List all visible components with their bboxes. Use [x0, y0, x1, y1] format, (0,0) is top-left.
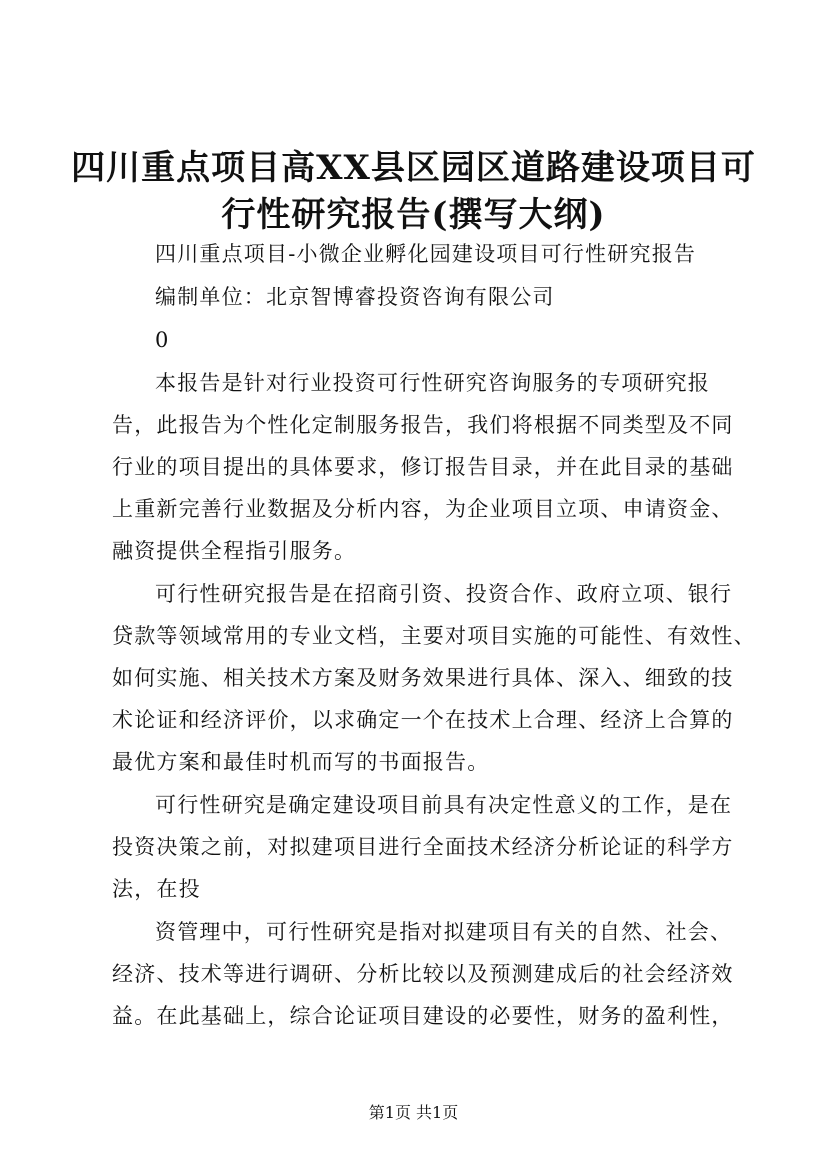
para2-line-3: 如何实施、相关技术方案及财务效果进行具体、深入、细致的技	[112, 666, 734, 690]
para2-line-1: 可行性研究报告是在招商引资、投资合作、政府立项、银行	[155, 582, 733, 606]
para4-line-3: 益。在此基础上，综合论证项目建设的必要性，财务的盈利性，	[112, 1004, 734, 1028]
page-footer: 第1页 共1页	[368, 1103, 459, 1122]
para1-line-1: 本报告是针对行业投资可行性研究咨询服务的专项研究报	[155, 371, 710, 395]
author-unit: 编制单位：北京智博睿投资咨询有限公司	[155, 285, 555, 309]
para3-line-2: 投资决策之前，对拟建项目进行全面技术经济分析论证的科学方	[112, 835, 734, 859]
para2-line-4: 术论证和经济评价，以求确定一个在技术上合理、经济上合算的	[112, 708, 734, 732]
para1-line-4: 上重新完善行业数据及分析内容，为企业项目立项、申请资金、	[112, 497, 734, 521]
para4-line-1: 资管理中，可行性研究是指对拟建项目有关的自然、社会、	[155, 920, 733, 944]
para4-line-2: 经济、技术等进行调研、分析比较以及预测建成后的社会经济效	[112, 962, 734, 986]
para1-line-2: 告，此报告为个性化定制服务报告，我们将根据不同类型及不同	[112, 413, 734, 437]
document-subtitle: 四川重点项目-小微企业孵化园建设项目可行性研究报告	[155, 242, 697, 266]
document-title-line-1: 四川重点项目高XX县区园区道路建设项目可	[71, 148, 756, 188]
para2-line-2: 贷款等领域常用的专业文档，主要对项目实施的可能性、有效性、	[112, 624, 756, 648]
para1-line-3: 行业的项目提出的具体要求，修订报告目录，并在此目录的基础	[112, 455, 734, 479]
zero-marker: 0	[155, 328, 170, 352]
document-title-line-2: 行性研究报告(撰写大纲)	[221, 195, 606, 235]
para3-line-3: 法，在投	[112, 877, 201, 901]
para1-line-5: 融资提供全程指引服务。	[112, 539, 357, 563]
para2-line-5: 最优方案和最佳时机而写的书面报告。	[112, 750, 490, 774]
para3-line-1: 可行性研究是确定建设项目前具有决定性意义的工作，是在	[155, 793, 733, 817]
